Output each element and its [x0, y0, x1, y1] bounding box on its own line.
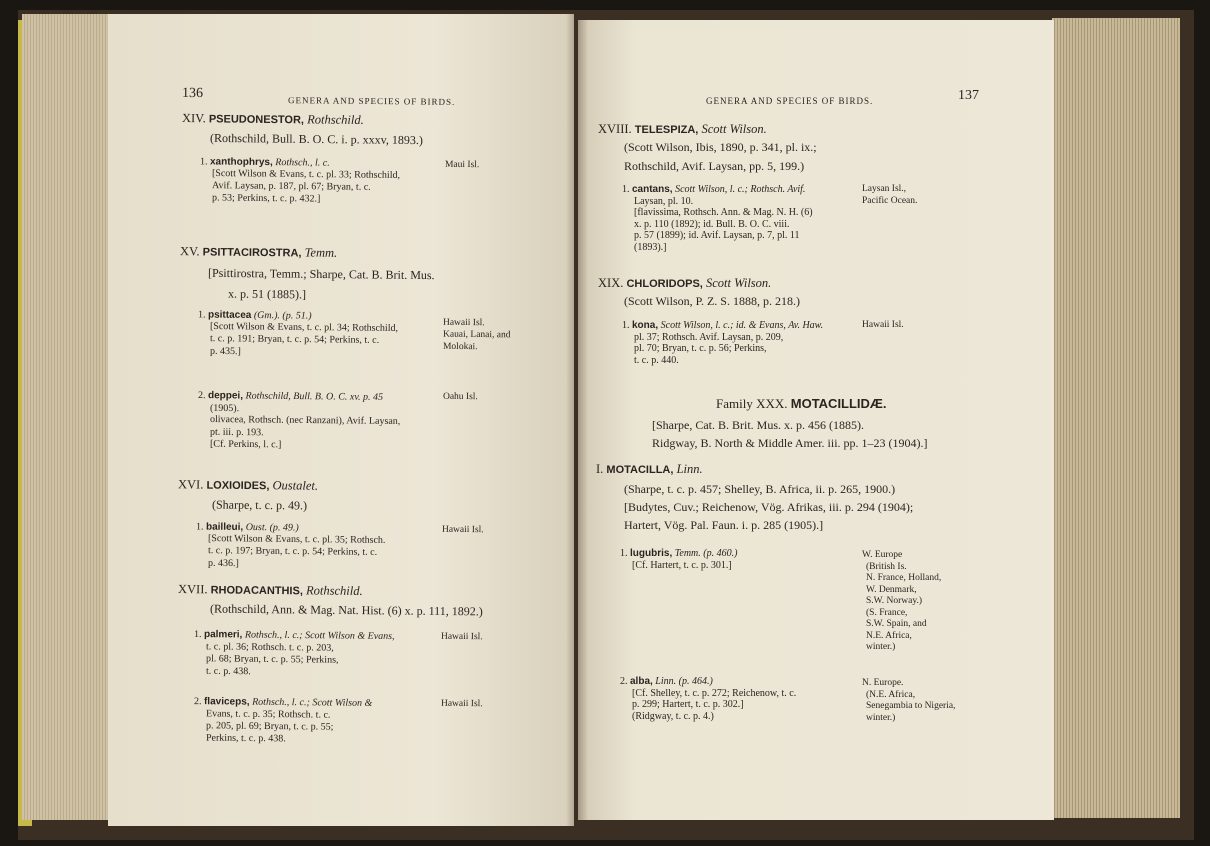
species-synonymy-line [212, 168, 400, 181]
locality-text: Pacific Ocean. [862, 195, 918, 206]
genus-number: XVI. [177, 477, 204, 492]
genus-reference-line [624, 142, 817, 153]
genus-number: XVIII. [598, 122, 632, 136]
species-citation: Rothsch., l. c.; Scott Wilson & [252, 696, 373, 709]
synonymy-text: [Cf. Shelley, t. c. p. 272; Reichenow, t. c. [632, 687, 797, 699]
book-gutter [566, 14, 588, 826]
species-entry [620, 676, 713, 687]
species-synonymy-line [212, 192, 320, 204]
species-synonymy-line [208, 558, 239, 569]
synonymy-text: t. c. p. 440. [634, 354, 679, 366]
species-citation: Temm. (p. 460.) [674, 548, 738, 559]
species-synonymy-line [206, 708, 331, 720]
species-synonymy-line [208, 545, 377, 558]
locality-text: Hawaii Isl. [862, 320, 904, 330]
page-number [181, 85, 204, 102]
running-head [706, 96, 873, 107]
locality-text: winter.) [866, 642, 896, 652]
species-number: 1. [622, 320, 630, 331]
synonymy-text: pl. 37; Rothsch. Avif. Laysan, p. 209, [634, 331, 784, 343]
reference-text: x. p. 51 (1885).] [227, 286, 307, 302]
running-head [288, 95, 455, 108]
synonymy-text: t. c. p. 197; Bryan, t. c. p. 54; Perkins, t. c. [207, 545, 378, 558]
locality-text: Hawaii Isl. [440, 698, 483, 710]
species-synonymy-line [634, 196, 693, 207]
synonymy-text: (Ridgway, t. c. p. 4.) [632, 710, 714, 722]
species-synonymy-line [206, 666, 251, 677]
genus-name: PSITTACIROSTRA, [202, 246, 302, 260]
synonymy-text: t. c. p. 191; Bryan, t. c. p. 54; Perkins, t. c. [209, 333, 380, 346]
genus-author: Scott Wilson. [701, 122, 767, 136]
species-entry [196, 521, 299, 533]
species-entry [622, 320, 823, 331]
species-name: kona, [632, 320, 659, 331]
species-name: xanthophrys, [209, 156, 273, 169]
synonymy-text: [Scott Wilson & Evans, t. c. pl. 33; Rothschild, [211, 168, 401, 181]
genus-author: Scott Wilson. [706, 276, 772, 290]
genus-reference-line [209, 601, 483, 619]
genus-name: RHODACANTHIS, [210, 584, 303, 598]
species-synonymy-line [634, 332, 783, 343]
species-citation: Linn. (p. 464.) [655, 676, 713, 687]
genus-heading [180, 246, 337, 260]
locality-text: Molokai. [442, 341, 478, 353]
locality-text: S.W. Spain, and [866, 619, 927, 629]
reference-text: Rothschild, Avif. Laysan, pp. 5, 199.) [624, 159, 805, 173]
reference-text: [Sharpe, Cat. B. Brit. Mus. x. p. 456 (1885). [652, 418, 864, 432]
synonymy-text: [Scott Wilson & Evans, t. c. pl. 35; Rothsch. [207, 533, 386, 546]
species-locality [862, 196, 917, 207]
synonymy-text: t. c. pl. 36; Rothsch. t. c. p. 203, [205, 641, 334, 654]
locality-text: Senegambia to Nigeria, [866, 701, 956, 711]
synonymy-text: [Cf. Perkins, l. c.] [209, 438, 282, 451]
page-number [958, 90, 979, 101]
synonymy-text: pl. 68; Bryan, t. c. p. 55; Perkins, [205, 653, 339, 666]
species-number: 2. [197, 390, 206, 402]
genus-reference-line [211, 497, 308, 513]
synonymy-text: x. p. 110 (1892); id. Bull. B. O. C. viii. [634, 218, 790, 230]
genus-author: Temm. [304, 245, 338, 260]
left-page-edges [22, 14, 114, 820]
locality-text: S.W. Norway.) [866, 596, 923, 606]
genus-number: XV. [179, 244, 200, 259]
species-entry [200, 156, 330, 168]
species-entry [194, 696, 372, 709]
family-reference-line [652, 420, 864, 431]
synonymy-text: Avif. Laysan, p. 187, pl. 67; Bryan, t. c. [211, 180, 371, 193]
genus-reference-line [624, 484, 895, 495]
synonymy-text: pt. iii. p. 193. [209, 426, 264, 439]
reference-text: (Rothschild, Bull. B. O. C. i. p. xxxv, 1893.) [209, 130, 423, 148]
locality-text: N. Europe. [862, 678, 904, 688]
genus-author: Linn. [676, 462, 703, 476]
locality-text: W. Europe [862, 550, 903, 560]
family-name: MOTACILLIDÆ. [790, 396, 887, 411]
locality-text: Laysan Isl., [862, 184, 907, 194]
species-synonymy-line [210, 414, 400, 427]
genus-heading [182, 113, 364, 127]
species-locality [866, 690, 915, 701]
synonymy-text: [Cf. Hartert, t. c. p. 301.] [632, 559, 732, 571]
page-number-text: 136 [181, 85, 204, 102]
synonymy-text: (1893).] [634, 241, 667, 253]
species-synonymy-line [632, 699, 744, 710]
synonymy-text: Perkins, t. c. p. 438. [205, 732, 286, 745]
species-name: palmeri, [203, 629, 243, 641]
synonymy-text: [Scott Wilson & Evans, t. c. pl. 34; Rothschild, [209, 321, 399, 334]
running-head-text: GENERA AND SPECIES OF BIRDS. [287, 95, 456, 107]
species-synonymy-line [206, 653, 339, 665]
genus-reference-line [209, 130, 423, 148]
species-citation: Scott Wilson, l. c.; Rothsch. Avif. [675, 184, 806, 195]
locality-text: Maui Isl. [444, 159, 480, 171]
page-number-text: 137 [958, 88, 979, 103]
synonymy-text: (1905). [209, 402, 240, 415]
species-locality [441, 699, 483, 710]
locality-text: (British Is. [866, 561, 907, 572]
locality-text: W. Denmark, [866, 584, 917, 595]
species-entry [198, 309, 312, 321]
genus-author: Oustalet. [272, 478, 319, 493]
species-citation: Rothsch., l. c. [275, 157, 330, 169]
species-locality [441, 632, 483, 643]
species-synonymy-line [634, 343, 767, 354]
species-synonymy-line [634, 355, 679, 366]
species-synonymy-line [632, 688, 796, 699]
locality-text: Oahu Isl. [442, 391, 478, 403]
genus-reference-line [624, 161, 804, 172]
synonymy-text: t. c. p. 438. [205, 665, 251, 678]
locality-text: Hawaii Isl. [442, 317, 485, 329]
genus-name: MOTACILLA, [606, 464, 674, 476]
reference-text: (Sharpe, t. c. p. 457; Shelley, B. Africa, ii. p. 265, 1900.) [624, 482, 896, 496]
species-synonymy-line [210, 321, 398, 334]
genus-number: I. [596, 462, 604, 476]
genus-author: Rothschild. [305, 583, 363, 598]
species-locality [866, 573, 941, 584]
genus-heading [598, 124, 767, 136]
species-locality [866, 713, 895, 724]
synonymy-text: p. 205, pl. 69; Bryan, t. c. p. 55; [205, 720, 334, 733]
reference-text: Ridgway, B. North & Middle Amer. iii. pp. 1–23 (1904).] [652, 436, 928, 450]
genus-number: XIX. [598, 276, 624, 290]
species-name: deppei, [207, 390, 244, 402]
genus-reference-line [624, 502, 913, 513]
species-locality [862, 184, 906, 195]
reference-text: Hartert, Vög. Pal. Faun. i. p. 285 (1905).] [624, 518, 824, 532]
species-synonymy-line [634, 207, 813, 218]
reference-text: [Budytes, Cuv.; Reichenow, Vög. Afrikas, iii. p. 294 (1904); [624, 500, 914, 514]
species-name: psittacea [207, 309, 252, 321]
species-synonymy-line [210, 333, 379, 346]
reference-text: (Sharpe, t. c. p. 49.) [211, 497, 308, 513]
species-synonymy-line [634, 219, 789, 230]
genus-heading [596, 464, 703, 476]
species-entry [194, 629, 395, 642]
genus-name: TELESPIZA, [634, 124, 699, 136]
synonymy-text: Evans, t. c. p. 35; Rothsch. t. c. [205, 708, 331, 721]
genus-name: PSEUDONESTOR, [208, 113, 305, 127]
synonymy-text: Laysan, pl. 10. [634, 195, 694, 207]
synonymy-text: p. 53; Perkins, t. c. p. 432.] [211, 192, 321, 205]
species-synonymy-line [210, 346, 241, 357]
locality-text: Hawaii Isl. [441, 524, 484, 536]
species-locality [866, 619, 927, 630]
genus-reference-line [624, 520, 823, 531]
species-synonymy-line [212, 180, 371, 193]
species-number: 1. [195, 521, 204, 533]
genus-name: CHLORIDOPS, [626, 278, 703, 290]
species-synonymy-line [206, 720, 334, 732]
family-reference-line [652, 438, 928, 449]
species-locality [866, 562, 907, 573]
species-citation: (Gm.). (p. 51.) [253, 309, 312, 322]
species-number: 1. [199, 156, 208, 168]
species-name: cantans, [632, 184, 673, 195]
running-head-text: GENERA AND SPECIES OF BIRDS. [706, 96, 874, 106]
species-locality [862, 678, 903, 689]
species-locality [866, 642, 895, 653]
species-name: bailleui, [205, 521, 244, 533]
species-locality [442, 525, 484, 536]
genus-number: XVII. [177, 582, 208, 597]
synonymy-text: p. 435.] [209, 345, 241, 358]
species-name: lugubris, [630, 548, 673, 559]
species-citation: Oust. (p. 49.) [245, 521, 299, 534]
species-number: 1. [197, 309, 206, 321]
locality-text: N.E. Africa, [866, 630, 912, 641]
species-locality [866, 596, 922, 607]
species-locality [443, 392, 478, 403]
species-locality [866, 701, 955, 712]
species-citation: Rothsch., l. c.; Scott Wilson & Evans, [244, 629, 395, 643]
species-synonymy-line [632, 560, 732, 571]
species-number: 1. [620, 548, 628, 559]
synonymy-text: p. 57 (1899); id. Avif. Laysan, p. 7, pl. 11 [634, 230, 800, 241]
species-name: flaviceps, [203, 696, 250, 708]
species-synonymy-line [632, 711, 714, 722]
locality-text: Kauai, Lanai, and [442, 329, 511, 341]
species-locality [862, 550, 902, 561]
locality-text: (S. France, [866, 607, 908, 618]
genus-heading [178, 584, 363, 598]
genus-heading [178, 479, 318, 492]
species-number: 1. [193, 628, 202, 641]
locality-text: N. France, Holland, [866, 573, 942, 583]
family-heading [716, 398, 887, 409]
genus-heading [598, 278, 771, 290]
species-number: 2. [193, 696, 202, 708]
species-synonymy-line [206, 641, 334, 653]
species-synonymy-line [210, 427, 264, 439]
reference-text: (Scott Wilson, P. Z. S. 1888, p. 218.) [624, 294, 800, 308]
synonymy-text: [flavissima, Rothsch. Ann. & Mag. N. H. (6) [634, 207, 813, 218]
species-locality [445, 160, 479, 171]
genus-name: LOXIOIDES, [206, 479, 270, 493]
locality-text: (N.E. Africa, [866, 689, 916, 700]
species-name: alba, [630, 676, 653, 687]
family-prefix: Family XXX. [716, 396, 788, 411]
species-locality [443, 330, 511, 342]
species-number: 1. [622, 184, 630, 195]
species-locality [862, 320, 904, 331]
species-synonymy-line [210, 403, 239, 414]
species-entry [620, 548, 737, 559]
species-entry [622, 184, 805, 195]
species-locality [443, 342, 478, 353]
species-entry [198, 390, 383, 403]
species-synonymy-line [634, 242, 667, 253]
reference-text: [Psittirostra, Temm.; Sharpe, Cat. B. Brit. Mus. [207, 265, 435, 283]
synonymy-text: pl. 70; Bryan, t. c. p. 56; Perkins, [634, 343, 767, 354]
species-locality [443, 318, 485, 329]
species-synonymy-line [206, 733, 286, 745]
right-page-edges [1052, 18, 1180, 818]
species-citation: Rothschild, Bull. B. O. C. xv. p. 45 [245, 390, 384, 403]
species-number: 2. [620, 676, 628, 687]
species-locality [866, 608, 907, 619]
species-citation: Scott Wilson, l. c.; id. & Evans, Av. Haw. [660, 320, 824, 331]
reference-text: (Rothschild, Ann. & Mag. Nat. Hist. (6) x. p. 111, 1892.) [209, 601, 483, 619]
synonymy-text: p. 299; Hartert, t. c. p. 302.] [632, 699, 744, 710]
species-synonymy-line [208, 533, 386, 546]
synonymy-text: p. 436.] [207, 557, 239, 570]
synonymy-text: olivacea, Rothsch. (nec Ranzani), Avif. Laysan, [209, 414, 401, 427]
locality-text: winter.) [866, 712, 896, 723]
genus-author: Rothschild. [307, 112, 364, 127]
genus-reference-line [207, 265, 435, 283]
genus-reference-line [624, 296, 800, 307]
species-synonymy-line [210, 439, 282, 451]
species-locality [866, 585, 917, 596]
species-synonymy-line [634, 230, 800, 241]
genus-number: XIV. [181, 111, 206, 126]
species-locality [866, 631, 912, 642]
locality-text: Hawaii Isl. [440, 631, 483, 643]
genus-reference-line [227, 286, 307, 302]
reference-text: (Scott Wilson, Ibis, 1890, p. 341, pl. ix.; [624, 140, 817, 154]
